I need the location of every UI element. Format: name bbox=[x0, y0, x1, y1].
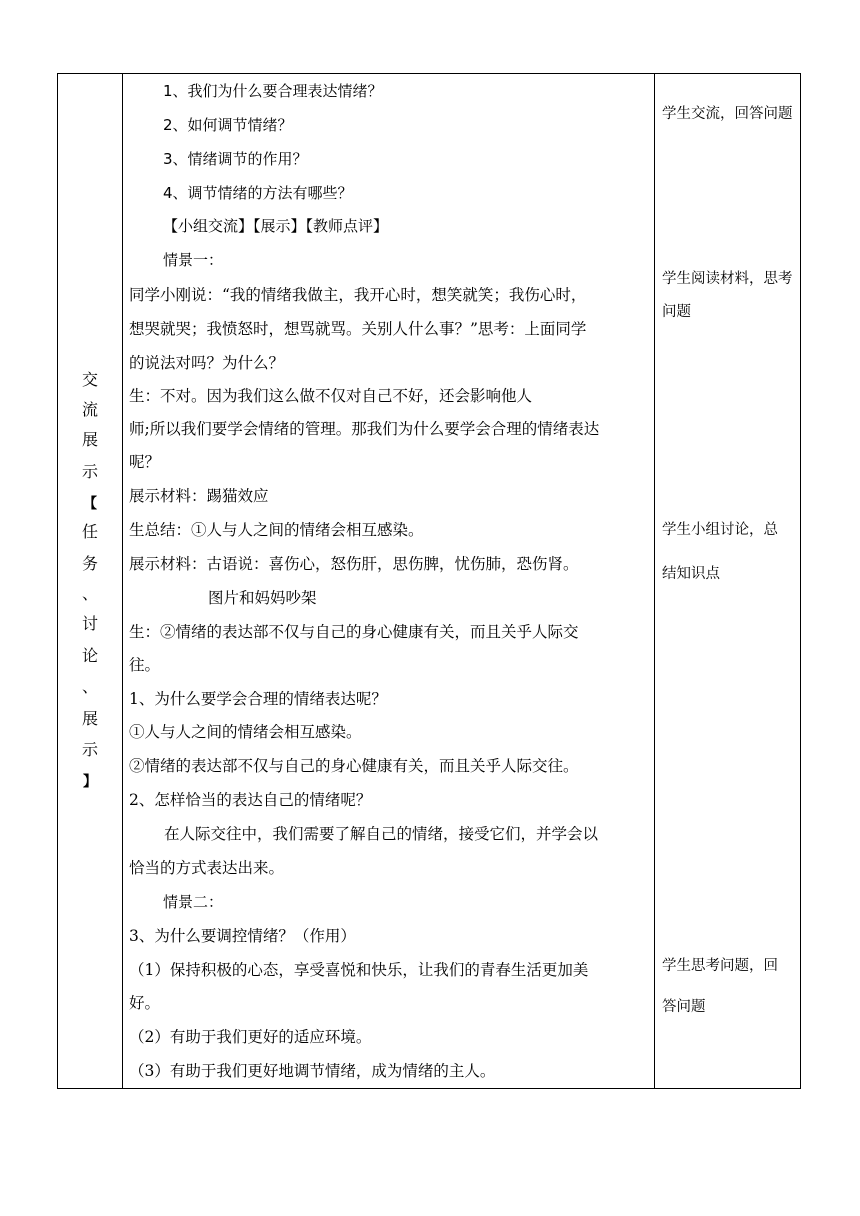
stage-label-char: 论 bbox=[81, 646, 98, 665]
question-line: 4、调节情绪的方法有哪些？ bbox=[163, 184, 353, 202]
question-line: 2、如何调节情绪？ bbox=[163, 116, 293, 134]
stage-label-char: 讨 bbox=[81, 614, 98, 633]
content-line: 同学小刚说：“我的情绪我做主，我开心时，想笑就笑；我伤心时， bbox=[129, 286, 587, 304]
content-line: 生总结：①人与人之间的情绪会相互感染。 bbox=[129, 521, 424, 539]
student-activity-line: 答问题 bbox=[662, 999, 706, 1015]
student-activity-line: 问题 bbox=[662, 304, 691, 320]
content-line: 生：②情绪的表达部不仅与自己的身心健康有关，而且关乎人际交 bbox=[129, 623, 579, 641]
content-line: （3）有助于我们更好地调节情绪，成为情绪的主人。 bbox=[129, 1062, 496, 1080]
student-activity-line: 结知识点 bbox=[662, 566, 720, 582]
content-line: 1、为什么要学会合理的情绪表达呢？ bbox=[129, 690, 387, 708]
content-line: 想哭就哭；我愤怒时，想骂就骂。关别人什么事？”思考：上面同学 bbox=[129, 320, 587, 338]
content-line: ②情绪的表达部不仅与自己的身心健康有关，而且关乎人际交往。 bbox=[129, 757, 579, 775]
content-line: 的说法对吗？为什么？ bbox=[129, 354, 285, 372]
student-activity-line: 学生阅读材料，思考 bbox=[662, 271, 793, 287]
stage-label-char: 、 bbox=[81, 584, 98, 603]
column-divider-right bbox=[654, 74, 655, 1088]
stage-label-char: 务 bbox=[81, 554, 98, 573]
content-line: 好。 bbox=[129, 994, 161, 1012]
content-line: ①人与人之间的情绪会相互感染。 bbox=[129, 723, 362, 741]
scene-heading: 情景一： bbox=[163, 251, 224, 269]
stage-label-char: 】 bbox=[83, 774, 97, 790]
question-line: 1、我们为什么要合理表达情绪？ bbox=[163, 82, 383, 100]
content-line: 展示材料：古语说：喜伤心，怒伤肝，思伤脾，忧伤肺，恐伤肾。 bbox=[129, 555, 579, 573]
scene-heading: 情景二： bbox=[163, 893, 224, 911]
stage-label-char: 展 bbox=[81, 430, 98, 449]
content-line: 在人际交往中，我们需要了解自己的情绪，接受它们，并学会以 bbox=[164, 825, 599, 843]
content-line: （2）有助于我们更好的适应环境。 bbox=[129, 1028, 372, 1046]
content-line: 恰当的方式表达出来。 bbox=[129, 859, 285, 877]
content-line: （1）保持积极的心态，享受喜悦和快乐，让我们的青春生活更加美 bbox=[129, 961, 589, 979]
student-activity-line: 学生交流，回答问题 bbox=[662, 106, 793, 122]
content-line: 图片和妈妈吵架 bbox=[208, 589, 317, 607]
content-line: 呢？ bbox=[129, 453, 161, 471]
stage-label-char: 展 bbox=[81, 709, 98, 728]
content-line: 3、为什么要调控情绪？（作用） bbox=[129, 927, 356, 945]
column-divider-left bbox=[122, 74, 123, 1088]
question-line: 3、情绪调节的作用？ bbox=[163, 150, 308, 168]
student-activity-line: 学生思考问题，回 bbox=[662, 958, 778, 974]
stage-label-char: 【 bbox=[83, 496, 97, 512]
stage-label-char: 、 bbox=[81, 677, 98, 696]
stage-label-char: 示 bbox=[81, 740, 98, 759]
stage-label-char: 交 bbox=[81, 370, 98, 389]
content-line: 展示材料：踢猫效应 bbox=[129, 487, 269, 505]
stage-label-cell bbox=[58, 74, 122, 1088]
content-line: 师;所以我们要学会情绪的管理。那我们为什么要学会合理的情绪表达 bbox=[129, 420, 600, 438]
stage-label-char: 示 bbox=[81, 462, 98, 481]
section-heading: 【小组交流】【展示】【教师点评】 bbox=[163, 217, 389, 235]
content-line: 往。 bbox=[129, 656, 161, 674]
stage-label-char: 任 bbox=[81, 522, 98, 541]
stage-label-char: 流 bbox=[81, 400, 98, 419]
student-activity-line: 学生小组讨论，总 bbox=[662, 522, 778, 538]
content-line: 生：不对。因为我们这么做不仅对自己不好，还会影响他人 bbox=[129, 387, 533, 405]
content-line: 2、怎样恰当的表达自己的情绪呢？ bbox=[129, 791, 372, 809]
